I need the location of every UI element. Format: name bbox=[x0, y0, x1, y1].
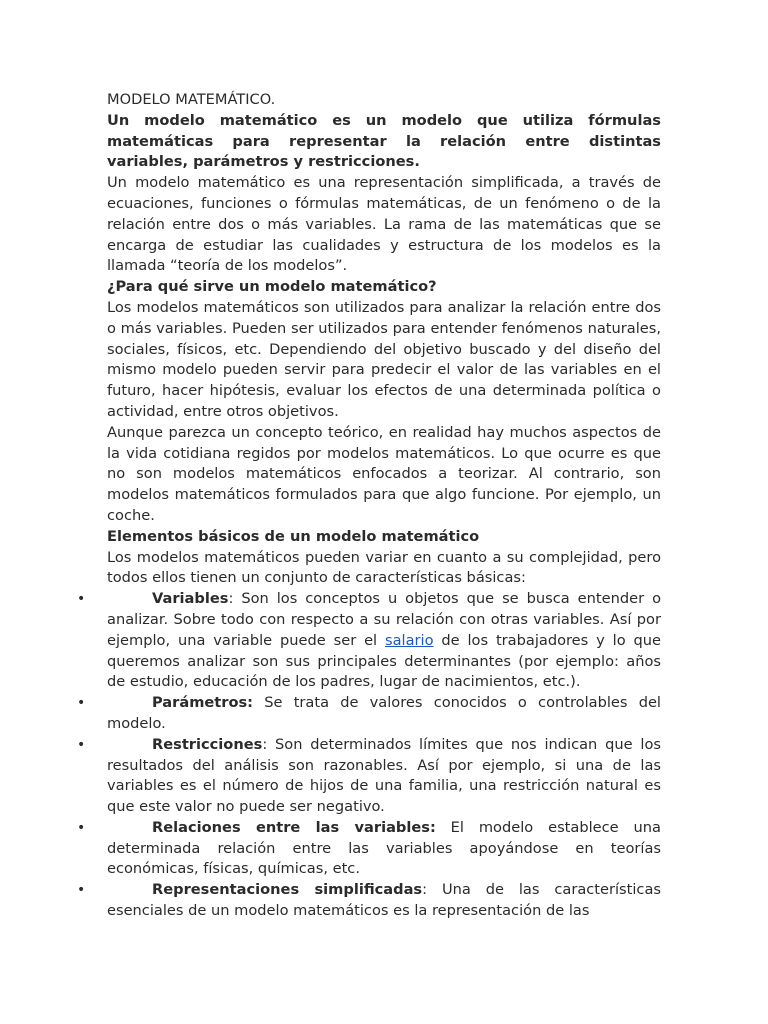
bullet-icon: • bbox=[77, 819, 86, 836]
elements-intro-paragraph: Los modelos matemáticos pueden variar en cuanto a su complejidad, pero todos ellos tienen un conjunto de características básicas: bbox=[107, 548, 661, 587]
bullet-icon: • bbox=[77, 591, 86, 608]
purpose-paragraph-2: Aunque parezca un concepto teórico, en realidad hay muchos aspectos de la vida cotidiana regidos por modelos matemáticos. Lo que ocurre es que no son modelos matemáticos enfocados a teorizar. Al contrario, son modelos matemáticos formulados para que algo funcione. Por ejemplo, un coche. bbox=[107, 423, 661, 524]
lead-paragraph: Un modelo matemático es un modelo que utiliza fórmulas matemáticas para representar la relación entre distintas variables, parámetros y restricciones. bbox=[107, 111, 661, 171]
purpose-paragraph-1: Los modelos matemáticos son utilizados para analizar la relación entre dos o más variables. Pueden ser utilizados para entender fenómenos naturales, sociales, físicos, etc. Dependiendo del objetivo buscado y del diseño del mismo modelo pueden servir para predecir el valor de las variables en el futuro, hacer hipótesis, evaluar los efectos de una determinada política o actividad, entre otros objetivos. bbox=[107, 298, 661, 420]
list-item-term: Relaciones entre las variables: bbox=[152, 818, 436, 836]
list-item-relaciones bbox=[77, 818, 661, 880]
intro-paragraph: Un modelo matemático es una representación simplificada, a través de ecuaciones, funciones o fórmulas matemáticas, de un fenómeno o de la relación entre dos o más variables. La rama de las matemáticas que se encarga de estudiar las cualidades y estructura de los modelos es la llamada “teoría de los modelos”. bbox=[107, 174, 661, 275]
list-item-text: : Son los conceptos u objetos que se busca entender o analizar. Sobre todo con respecto a su relación con otras variables. Así por ejemplo, una variable puede ser el bbox=[107, 590, 661, 649]
list-item-text: : Son determinados límites que nos indican que los resultados del análisis son razonables. Así por ejemplo, si una de las variables es el número de hijos de una familia, una restricción natural es que este valor no puede ser negativo. bbox=[107, 735, 661, 816]
bullet-icon: • bbox=[77, 882, 86, 899]
section-heading-purpose: ¿Para qué sirve un modelo matemático? bbox=[107, 278, 437, 296]
list-item-text: : Una de las características esenciales de un modelo matemáticos es la representación de las bbox=[107, 881, 662, 920]
list-item-text: Se trata de valores conocidos o controlables del modelo. bbox=[107, 694, 661, 732]
document-title: MODELO MATEMÁTICO. bbox=[107, 91, 276, 108]
list-item-representaciones bbox=[77, 880, 662, 922]
list-item-variables bbox=[77, 589, 661, 693]
list-item-text: de los trabajadores y lo que queremos analizar son sus principales determinantes (por ejemplo: años de estudio, educación de los padres, lugar de nacimientos, etc.). bbox=[107, 631, 661, 691]
list-item-restricciones bbox=[77, 735, 661, 818]
document-page bbox=[77, 90, 662, 922]
list-item-parametros bbox=[77, 693, 661, 735]
bullet-icon: • bbox=[77, 695, 86, 712]
list-item-term: Variables bbox=[152, 590, 229, 608]
bullet-icon: • bbox=[77, 736, 86, 753]
salario-link[interactable]: salario bbox=[384, 631, 434, 649]
list-item-text: El modelo establece una determinada relación entre las variables apoyándose en teorías económicas, físicas, químicas, etc. bbox=[107, 818, 661, 878]
list-item-term: Representaciones simplificadas bbox=[152, 881, 423, 899]
list-item-term: Restricciones bbox=[152, 735, 263, 753]
section-heading-elements: Elementos básicos de un modelo matemático bbox=[107, 527, 480, 545]
list-item-term: Parámetros: bbox=[152, 694, 254, 712]
